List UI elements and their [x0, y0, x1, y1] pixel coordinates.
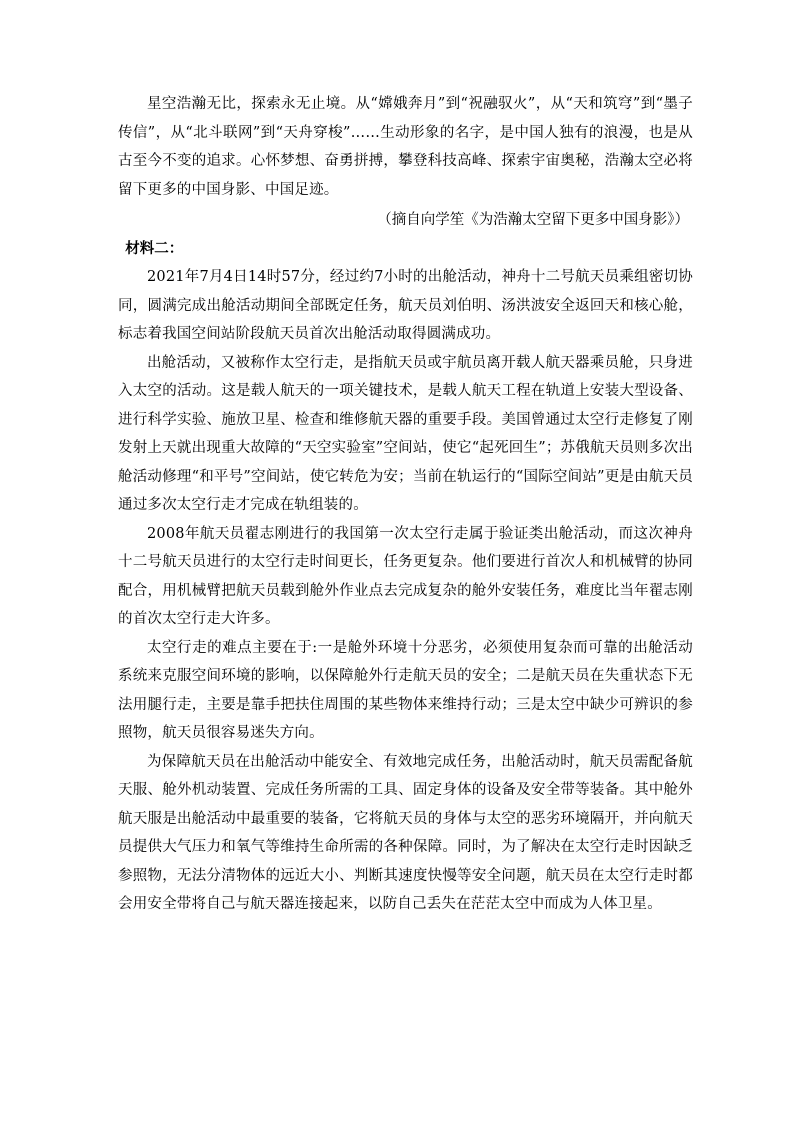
- material-two-paragraph-2: 出舱活动，又被称作太空行走，是指航天员或宇航员离开载人航天器乘员舱，只身进入太空的活动。这是载人航天的一项关键技术，是载人航天工程在轨道上安装大型设备、进行科学实验、施放卫星、检查和维修航天器的重要手段。美国曾通过太空行走修复了刚发射上天就出现重大故障的“天空实验室”空间站，使它“起死回生”；苏俄航天员则多次出舱活动修理“和平号”空间站，使它转危为安；当前在轨运行的“国际空间站”更是由航天员通过多次太空行走才完成在轨组装的。: [118, 354, 693, 513]
- source-citation: （摘自向学笙《为浩瀚太空留下更多中国身影》）: [377, 212, 689, 228]
- material-two-paragraph-5: 为保障航天员在出舱活动中能安全、有效地完成任务，出舱活动时，航天员需配备航天服、舱外机动装置、完成任务所需的工具、固定身体的设备及安全带等装备。其中舱外航天服是出舱活动中最重要的装备，它将航天员的身体与太空的恶劣环境隔开，并向航天员提供大气压力和氧气等维持生命所需的各种保障。同时，为了解决在太空行走时因缺乏参照物，无法分清物体的远近大小、判断其速度快慢等安全问题，航天员在太空行走时都会用安全带将自己与航天器连接起来，以防自己丢失在茫茫太空中而成为人体卫星。: [118, 753, 693, 912]
- document-page: [118, 90, 693, 919]
- material-two-paragraph-4: 太空行走的难点主要在于:一是舱外环境十分恶劣，必须使用复杂而可靠的出舱活动系统来克服空间环境的影响，以保障舱外行走航天员的安全；二是航天员在失重状态下无法用腿行走，主要是靠手把扶住周围的某些物体来维持行动；三是太空中缺少可辨识的参照物，航天员很容易迷失方向。: [118, 639, 693, 741]
- material-two-heading: 材料二：: [125, 240, 184, 257]
- material-two-paragraph-1: 2021年7月4日14时57分，经过约7小时的出舱活动，神舟十二号航天员乘组密切协同，圆满完成出舱活动期间全部既定任务，航天员刘伯明、汤洪波安全返回天和核心舱，标志着我国空间站阶段航天员首次出舱活动取得圆满成功。: [118, 269, 693, 342]
- material-one-closing-paragraph: 星空浩瀚无比，探索永无止境。从“嫦娥奔月”到“祝融驭火”，从“天和筑穹”到“墨子传信”，从“北斗联网”到“天舟穿梭”……生动形象的名字，是中国人独有的浪漫，也是从古至今不变的追求。心怀梦想、奋勇拼搏，攀登科技高峰、探索宇宙奥秘，浩瀚太空必将留下更多的中国身影、中国足迹。: [118, 96, 693, 198]
- material-two-paragraph-3: 2008年航天员翟志刚进行的我国第一次太空行走属于验证类出舱活动，而这次神舟十二号航天员进行的太空行走时间更长，任务更复杂。他们要进行首次人和机械臂的协同配合，用机械臂把航天员载到舱外作业点去完成复杂的舱外安装任务，难度比当年翟志刚的首次太空行走大许多。: [118, 525, 693, 627]
